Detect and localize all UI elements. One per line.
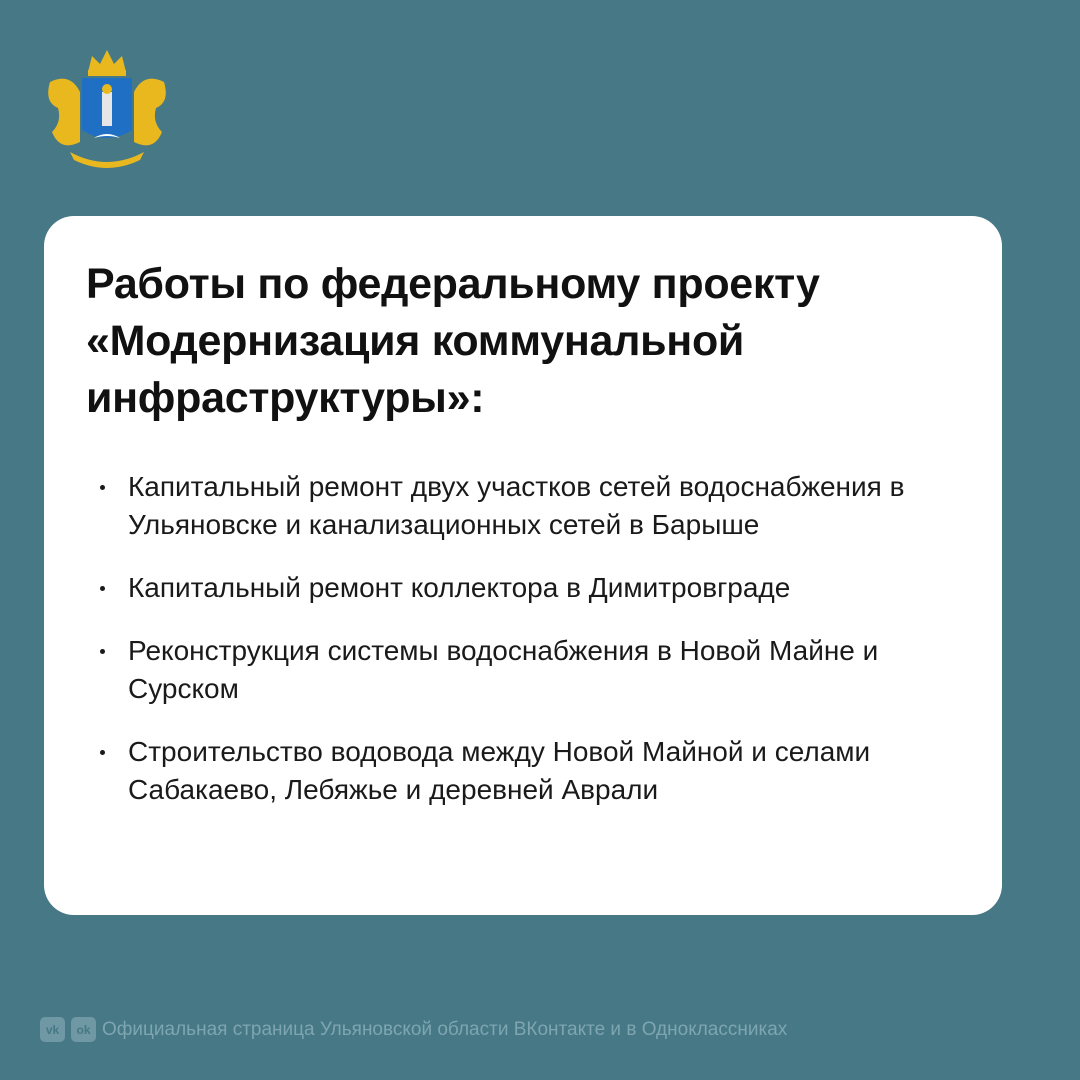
list-item-text: Реконструкция системы водоснабжения в Новой Майне и Сурском [128, 635, 879, 704]
coat-of-arms-emblem [40, 42, 174, 172]
list-item [94, 569, 934, 607]
footer-text: Официальная страница Ульяновской области ВКонтакте и в Одноклассниках [102, 1018, 788, 1040]
content-card [44, 216, 1002, 915]
bullet-icon [100, 485, 105, 490]
bullet-icon [100, 750, 105, 755]
list-item [94, 733, 934, 809]
vk-icon[interactable]: vk [40, 1017, 65, 1042]
list-item-text: Капитальный ремонт коллектора в Димитровграде [128, 572, 791, 603]
list-item [94, 632, 934, 708]
list-item-text: Капитальный ремонт двух участков сетей водоснабжения в Ульяновске и канализационных сетей в Барыше [128, 471, 905, 540]
card-title: Работы по федеральному проекту «Модернизация коммунальной инфраструктуры»: [86, 260, 820, 422]
bullet-icon [100, 649, 105, 654]
works-list [94, 468, 934, 834]
odnoklassniki-icon[interactable]: ok [71, 1017, 96, 1042]
list-item [94, 468, 934, 544]
bullet-icon [100, 586, 105, 591]
list-item-text: Строительство водовода между Новой Майной и селами Сабакаево, Лебяжье и деревней Аврали [128, 736, 871, 805]
footer [40, 1017, 787, 1042]
